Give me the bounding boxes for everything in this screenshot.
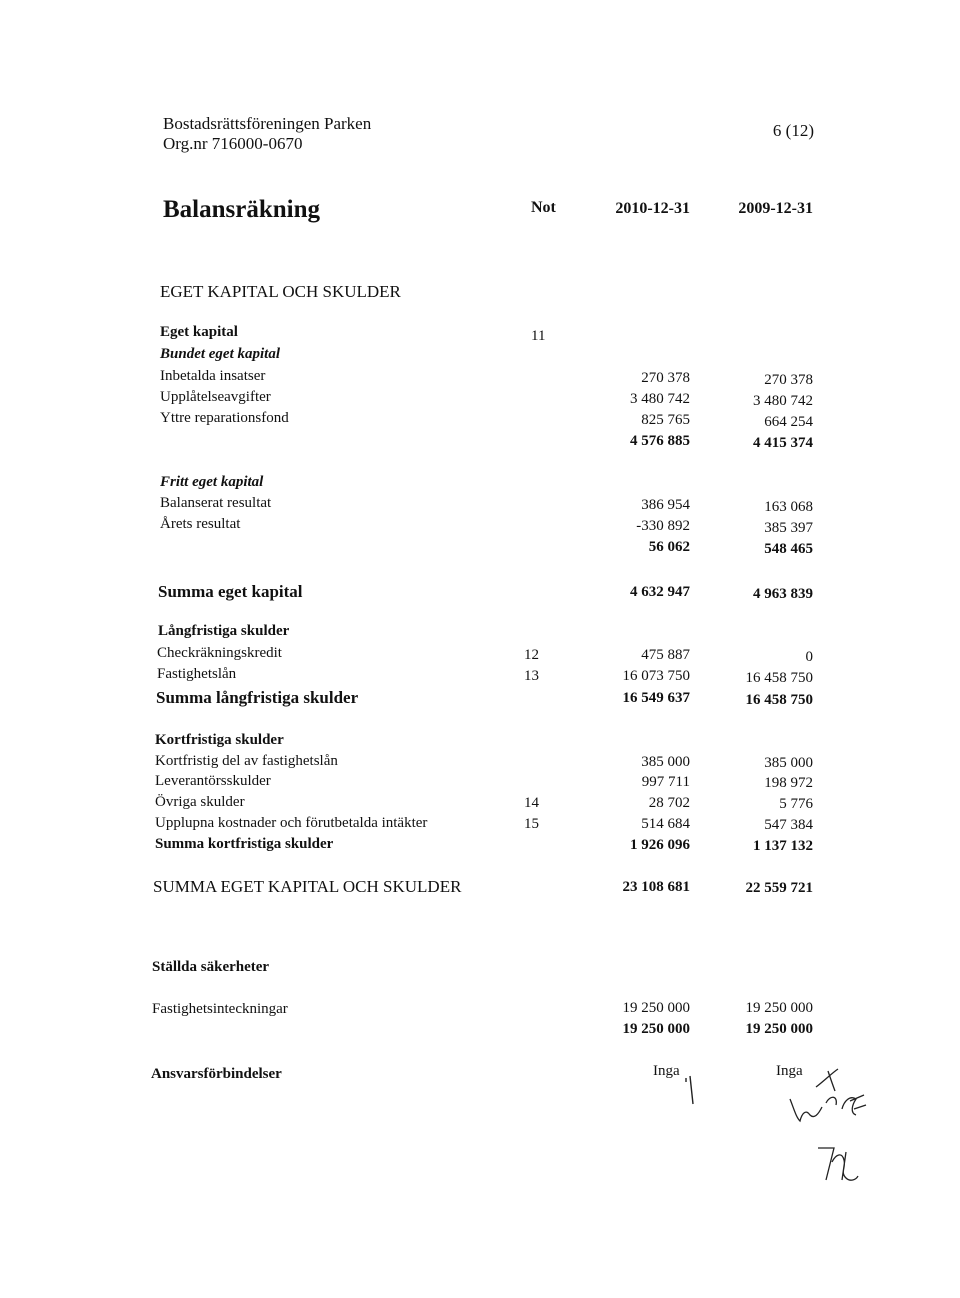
row-value-2010: -330 892 [636, 518, 690, 534]
summa-kortfristiga-2009: 1 137 132 [753, 838, 813, 854]
row-value-2009: 198 972 [764, 775, 813, 791]
row-note: 13 [524, 668, 539, 684]
bundet-sum-2009: 4 415 374 [753, 435, 813, 451]
sakerheter-heading: Ställda säkerheter [152, 959, 270, 975]
row-note: 15 [524, 816, 539, 832]
fritt-eget-kapital-heading: Fritt eget kapital [160, 474, 264, 490]
eget-kapital-heading: Eget kapital [160, 324, 238, 340]
kortfristiga-heading: Kortfristiga skulder [155, 732, 284, 748]
handwritten-signature-initials [780, 1065, 890, 1145]
row-label: Fastighetsinteckningar [152, 1001, 288, 1017]
section-title: EGET KAPITAL OCH SKULDER [160, 282, 401, 301]
row-value-2010: 270 378 [641, 370, 690, 386]
column-header-2009: 2009-12-31 [738, 200, 813, 217]
row-note: 14 [524, 795, 539, 811]
row-label: Upplåtelseavgifter [160, 389, 271, 405]
ansvar-2009: Inga [776, 1063, 803, 1079]
column-header-not: Not [531, 199, 556, 216]
total-label: SUMMA EGET KAPITAL OCH SKULDER [153, 877, 462, 896]
page-title: Balansräkning [163, 196, 321, 223]
eget-kapital-note: 11 [531, 328, 546, 344]
row-label: Checkräkningskredit [157, 645, 282, 661]
bundet-eget-kapital-heading: Bundet eget kapital [160, 346, 280, 362]
row-label: Balanserat resultat [160, 495, 272, 511]
sakerheter-sum-2010: 19 250 000 [622, 1021, 690, 1037]
summa-kortfristiga-label: Summa kortfristiga skulder [155, 836, 334, 852]
summa-eget-kapital-label: Summa eget kapital [158, 582, 303, 601]
row-label: Yttre reparationsfond [160, 410, 289, 426]
row-value-2009: 270 378 [764, 372, 813, 388]
row-label: Årets resultat [160, 516, 241, 532]
summa-eget-kapital-2009: 4 963 839 [753, 586, 813, 602]
fritt-sum-2009: 548 465 [764, 541, 813, 557]
summa-langfristiga-2010: 16 549 637 [622, 690, 690, 706]
bundet-sum-2010: 4 576 885 [630, 433, 690, 449]
row-value-2010: 825 765 [641, 412, 690, 428]
handwritten-initials [812, 1140, 872, 1190]
row-value-2009: 547 384 [764, 817, 813, 833]
handwritten-tick-mark [680, 1068, 700, 1108]
row-label: Kortfristig del av fastighetslån [155, 753, 338, 769]
row-value-2010: 475 887 [641, 647, 690, 663]
row-value-2010: 16 073 750 [622, 668, 690, 684]
row-value-2009: 16 458 750 [745, 670, 813, 686]
total-2010: 23 108 681 [622, 879, 690, 895]
row-value-2009: 385 000 [764, 755, 813, 771]
row-value-2009: 3 480 742 [753, 393, 813, 409]
row-value-2010: 514 684 [641, 816, 690, 832]
row-value-2010: 3 480 742 [630, 391, 690, 407]
org-name: Bostadsrättsföreningen Parken [163, 114, 372, 133]
row-value-2010: 386 954 [641, 497, 690, 513]
page-number: 6 (12) [772, 121, 814, 140]
row-value-2009: 163 068 [764, 499, 813, 515]
summa-kortfristiga-2010: 1 926 096 [630, 837, 690, 853]
row-value-2010: 28 702 [648, 795, 690, 811]
row-label: Inbetalda insatser [160, 368, 266, 384]
row-value-2010: 385 000 [641, 754, 690, 770]
langfristiga-heading: Långfristiga skulder [158, 623, 290, 639]
row-value-2009: 0 [805, 649, 813, 665]
org-number: Org.nr 716000-0670 [163, 134, 303, 153]
row-value-2009: 5 776 [779, 796, 813, 812]
column-header-2010: 2010-12-31 [615, 200, 690, 217]
row-label: Leverantörsskulder [155, 773, 271, 789]
summa-langfristiga-2009: 16 458 750 [745, 692, 813, 708]
row-value-2010: 19 250 000 [622, 1000, 690, 1016]
ansvar-label: Ansvarsförbindelser [151, 1066, 282, 1082]
row-value-2009: 664 254 [764, 414, 813, 430]
row-label: Fastighetslån [157, 666, 237, 682]
row-value-2009: 19 250 000 [745, 1000, 813, 1016]
summa-eget-kapital-2010: 4 632 947 [630, 584, 690, 600]
total-2009: 22 559 721 [745, 880, 813, 896]
row-label: Upplupna kostnader och förutbetalda intäkter [155, 815, 428, 831]
summa-langfristiga-label: Summa långfristiga skulder [156, 688, 359, 707]
ansvar-2010: Inga [653, 1063, 680, 1079]
row-label: Övriga skulder [155, 794, 245, 810]
row-note: 12 [524, 647, 539, 663]
row-value-2009: 385 397 [764, 520, 813, 536]
sakerheter-sum-2009: 19 250 000 [745, 1021, 813, 1037]
row-value-2010: 997 711 [641, 774, 690, 790]
fritt-sum-2010: 56 062 [648, 539, 690, 555]
